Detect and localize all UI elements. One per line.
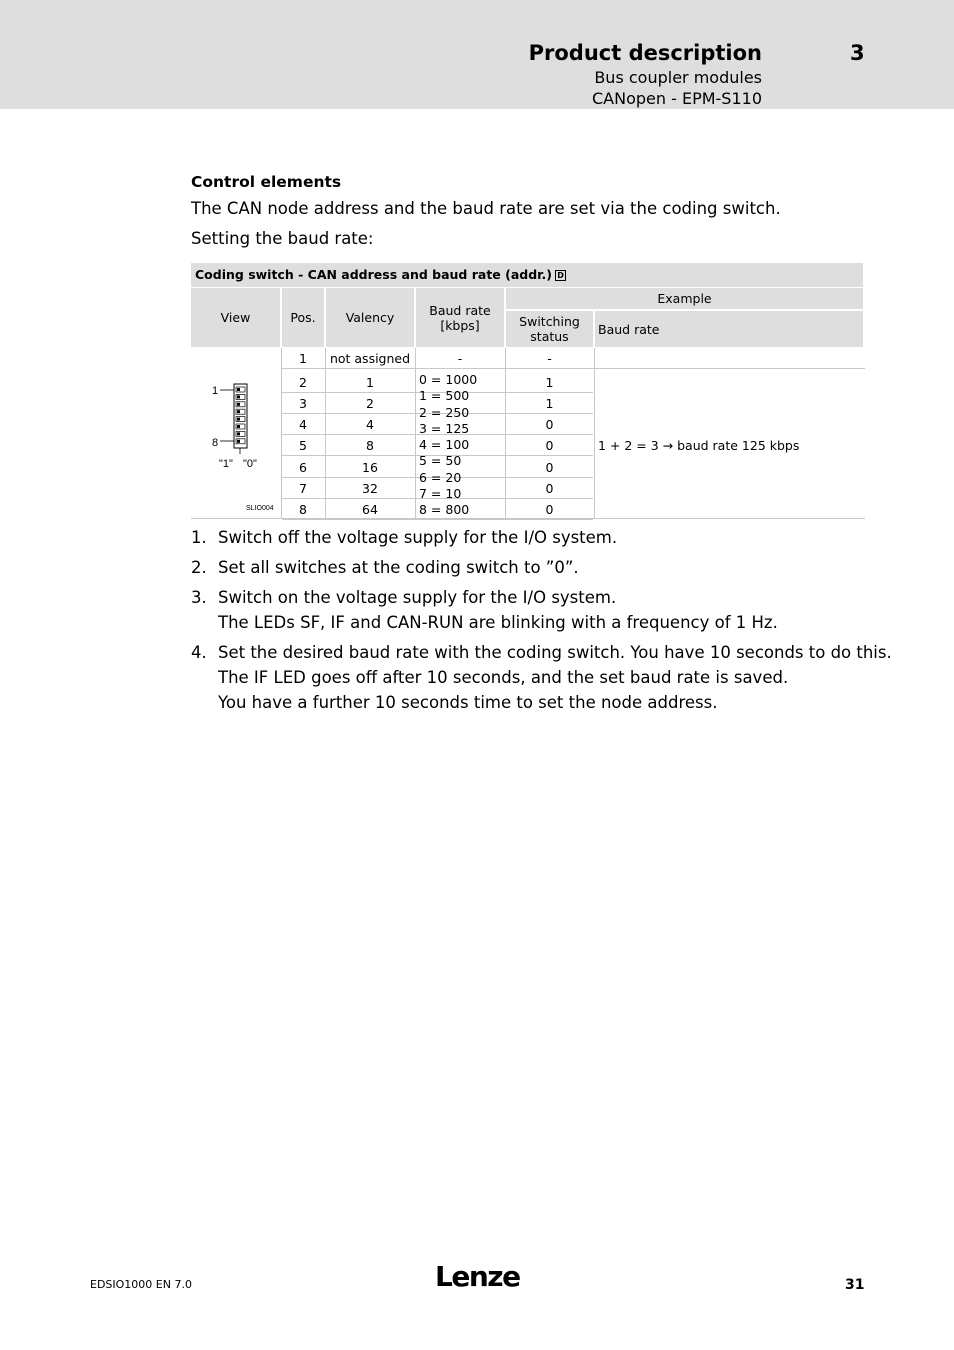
cell-pos: 3 <box>282 393 324 413</box>
cell-baud-rate: - <box>416 348 504 368</box>
section-heading: Control elements <box>191 173 342 191</box>
cell-switching-status: - <box>506 348 593 368</box>
cell-valency: 8 <box>326 435 414 455</box>
list-item <box>191 640 892 715</box>
figure-label-on: "1" <box>219 458 233 470</box>
lenze-logo: Lenze <box>435 1260 520 1293</box>
list-item-number: 2. <box>191 558 207 577</box>
header-example-baud-rate: Baud rate <box>595 311 863 347</box>
header-example: Example <box>506 288 863 309</box>
list-item <box>191 555 871 580</box>
switch-lever <box>237 410 240 413</box>
switch-lever <box>237 403 240 406</box>
switch-lever <box>237 388 240 391</box>
list-item <box>191 585 871 635</box>
page-number: 31 <box>845 1277 865 1293</box>
cell-valency: 16 <box>326 457 414 477</box>
header-pos: Pos. <box>282 288 324 347</box>
cell-switching-status: 0 <box>506 499 593 519</box>
table-caption <box>191 263 863 287</box>
switch-lever <box>237 432 240 435</box>
header-valency: Valency <box>326 288 414 347</box>
column-divider <box>505 348 506 519</box>
list-item-line: You have a further 10 seconds time to set the node address. <box>218 693 718 712</box>
table-bottom-border <box>191 518 865 519</box>
baud-code: 1 = 500 <box>419 388 470 404</box>
list-item-line: Set all switches at the coding switch to ”0”. <box>218 558 579 577</box>
list-item-number: 1. <box>191 528 207 547</box>
switch-lever <box>237 425 240 428</box>
switch-lever <box>237 440 240 443</box>
list-item-line: The LEDs SF, IF and CAN-RUN are blinking with a frequency of 1 Hz. <box>218 613 778 632</box>
baud-code: 3 = 125 <box>419 420 470 436</box>
list-item-number: 4. <box>191 643 207 662</box>
baud-code-list <box>419 372 477 519</box>
figure-label-off: "0" <box>243 458 257 470</box>
switch-body <box>234 384 247 448</box>
list-item-line: Set the desired baud rate with the coding switch. You have 10 seconds to do this. <box>218 643 892 662</box>
switch-lever <box>237 395 240 398</box>
list-item-line: Switch off the voltage supply for the I/O system. <box>218 528 618 547</box>
list-item-body <box>218 525 871 550</box>
example-result: 1 + 2 = 3 → baud rate 125 kbps <box>598 437 800 453</box>
list-item-line: The IF LED goes off after 10 seconds, and the set baud rate is saved. <box>218 668 789 687</box>
coding-switch-figure <box>205 380 280 515</box>
baud-code: 8 = 800 <box>419 502 470 518</box>
figure-reference: SLIO004 <box>246 505 274 512</box>
list-item-body <box>218 585 871 635</box>
cell-valency: 4 <box>326 414 414 434</box>
cell-switching-status: 0 <box>506 414 593 434</box>
switch-lever <box>237 418 240 421</box>
table-caption-text: Coding switch - CAN address and baud rate (addr.) <box>195 267 553 282</box>
intro-paragraph: The CAN node address and the baud rate are set via the coding switch. <box>191 199 781 218</box>
cell-pos: 8 <box>282 499 324 519</box>
setting-label: Setting the baud rate: <box>191 229 374 248</box>
baud-code: 5 = 50 <box>419 453 462 469</box>
cell-switching-status: 0 <box>506 457 593 477</box>
cell-switching-status: 0 <box>506 435 593 455</box>
steps-list <box>191 525 892 720</box>
cell-pos: 1 <box>282 348 324 368</box>
document-icon: D <box>555 270 566 281</box>
cell-valency: 64 <box>326 499 414 519</box>
cell-switching-status: 1 <box>506 372 593 392</box>
cell-pos: 2 <box>282 372 324 392</box>
baud-code: 4 = 100 <box>419 437 470 453</box>
header-view: View <box>191 288 280 347</box>
row-divider <box>282 368 865 369</box>
cell-pos: 7 <box>282 478 324 498</box>
column-divider <box>415 348 416 519</box>
header-baud-rate: Baud rate [kbps] <box>416 288 504 347</box>
cell-pos: 6 <box>282 457 324 477</box>
cell-valency: 32 <box>326 478 414 498</box>
column-divider <box>281 348 282 519</box>
baud-code: 0 = 1000 <box>419 372 478 387</box>
chapter-number: 3 <box>850 41 865 65</box>
list-item <box>191 525 871 550</box>
list-item-body <box>218 640 892 715</box>
figure-label-bottom: 8 <box>212 437 219 449</box>
header-subtitle-1: Bus coupler modules <box>594 68 762 87</box>
page-title: Product description <box>528 41 762 65</box>
list-item-number: 3. <box>191 588 207 607</box>
cell-valency: 2 <box>326 393 414 413</box>
cell-valency: 1 <box>326 372 414 392</box>
header-subtitle-2: CANopen - EPM-S110 <box>592 89 762 108</box>
header-switching-status: Switching status <box>506 311 593 347</box>
baud-code: 7 = 10 <box>419 486 462 502</box>
figure-label-top: 1 <box>212 385 219 397</box>
cell-switching-status: 0 <box>506 478 593 498</box>
page-header <box>0 0 954 109</box>
column-divider <box>325 348 326 519</box>
row-divider <box>282 519 593 520</box>
list-item-body <box>218 555 871 580</box>
cell-pos: 5 <box>282 435 324 455</box>
list-item-line: Switch on the voltage supply for the I/O system. <box>218 588 617 607</box>
cell-switching-status: 1 <box>506 393 593 413</box>
cell-valency: not assigned <box>326 348 414 368</box>
baud-code: 2 = 250 <box>419 404 470 420</box>
baud-code: 6 = 20 <box>419 469 462 485</box>
cell-pos: 4 <box>282 414 324 434</box>
document-id: EDSIO1000 EN 7.0 <box>90 1278 192 1291</box>
